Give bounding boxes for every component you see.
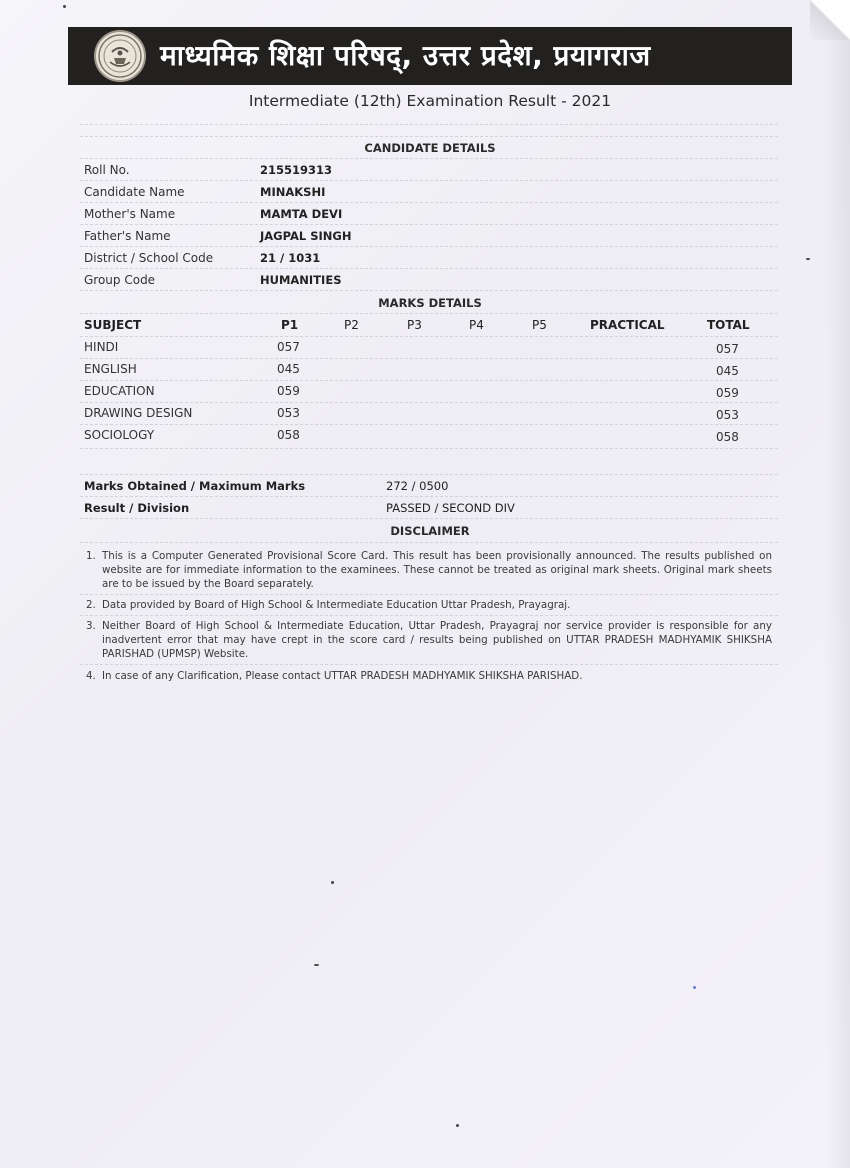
candidate-details-heading: CANDIDATE DETAILS [364, 141, 496, 155]
divider [80, 518, 778, 519]
divider [80, 380, 778, 381]
divider [80, 158, 778, 159]
group-code-label: Group Code [84, 273, 156, 287]
result-division-value: PASSED / SECOND DIV [386, 501, 515, 515]
divider [80, 664, 778, 665]
subject-p1-marks: 057 [277, 340, 300, 354]
subject-total-marks: 059 [716, 386, 739, 400]
divider [80, 402, 778, 403]
subject-p1-marks: 058 [277, 428, 300, 442]
mother-name-value: MAMTA DEVI [260, 207, 343, 221]
result-division-label: Result / Division [84, 501, 190, 515]
subject-total-marks: 045 [716, 364, 739, 378]
divider [80, 424, 778, 425]
candidate-name-label: Candidate Name [84, 185, 185, 199]
divider [80, 542, 778, 543]
divider [80, 124, 778, 125]
disclaimer-item-number: 3. [86, 620, 96, 632]
mother-name-label: Mother's Name [84, 207, 176, 221]
disclaimer-item-number: 4. [86, 670, 96, 682]
divider [80, 336, 778, 337]
divider [80, 496, 778, 497]
divider [80, 594, 778, 595]
exam-title: Intermediate (12th) Examination Result - 2021 [248, 92, 612, 110]
district-school-code-label: District / School Code [84, 251, 214, 265]
subject-name: EDUCATION [84, 384, 155, 398]
subject-p1-marks: 045 [277, 362, 300, 376]
column-header-total: TOTAL [707, 318, 750, 332]
subject-name: HINDI [84, 340, 119, 354]
group-code-value: HUMANITIES [260, 273, 342, 287]
divider [80, 448, 778, 449]
folded-corner [810, 0, 850, 40]
column-header-p2: P2 [344, 318, 359, 332]
subject-total-marks: 053 [716, 408, 739, 422]
paper-edge-shadow [826, 0, 850, 1168]
column-header-practical: PRACTICAL [590, 318, 665, 332]
subject-total-marks: 058 [716, 430, 739, 444]
divider [80, 246, 778, 247]
candidate-name-value: MINAKSHI [260, 185, 326, 199]
scan-speck [314, 964, 319, 966]
scan-speck [693, 986, 696, 989]
district-school-code-value: 21 / 1031 [260, 251, 321, 265]
disclaimer-item-text: This is a Computer Generated Provisional Score Card. This result has been provisionally announced. The results published on website are for immediate information to the examinees. These cannot be treated as original mark sheets. Original mark sheets are to be issued by the Board separately. [102, 550, 772, 590]
scan-speck [456, 1124, 459, 1127]
subject-name: DRAWING DESIGN [84, 406, 193, 420]
subject-p1-marks: 053 [277, 406, 300, 420]
board-name-hindi: माध्यमिक शिक्षा परिषद्, उत्तर प्रदेश, प्रयागराज [160, 39, 651, 72]
divider [80, 474, 778, 475]
disclaimer-item [86, 669, 772, 685]
marks-details-heading: MARKS DETAILS [378, 296, 482, 310]
divider [80, 615, 778, 616]
divider [80, 358, 778, 359]
subject-name: SOCIOLOGY [84, 428, 155, 442]
disclaimer-item-number: 2. [86, 599, 96, 611]
scan-speck [63, 5, 66, 8]
disclaimer-item [86, 619, 772, 663]
marks-obtained-label: Marks Obtained / Maximum Marks [84, 479, 306, 493]
father-name-value: JAGPAL SINGH [260, 229, 352, 243]
column-header-p1: P1 [281, 318, 299, 332]
father-name-label: Father's Name [84, 229, 171, 243]
disclaimer-item-text: Data provided by Board of High School & Intermediate Education Uttar Pradesh, Prayagraj. [102, 599, 571, 611]
disclaimer-item-text: Neither Board of High School & Intermediate Education, Uttar Pradesh, Prayagraj nor service provider is responsible for any inadvertent error that may have crept in the score card / results being published on UTTAR PRADESH MADHYAMIK SHIKSHA PARISHAD (UPMSP) Website. [102, 620, 772, 660]
disclaimer-item-text: In case of any Clarification, Please contact UTTAR PRADESH MADHYAMIK SHIKSHA PARISHAD. [102, 670, 583, 682]
column-header-p3: P3 [407, 318, 422, 332]
divider [80, 136, 778, 137]
roll-no-value: 215519313 [260, 163, 333, 177]
disclaimer-item [86, 598, 772, 614]
divider [80, 313, 778, 314]
disclaimer-heading: DISCLAIMER [390, 524, 470, 538]
subject-p1-marks: 059 [277, 384, 300, 398]
up-government-emblem-icon [94, 30, 146, 82]
roll-no-label: Roll No. [84, 163, 130, 177]
disclaimer-item-number: 1. [86, 550, 96, 562]
disclaimer-item [86, 549, 772, 593]
column-header-p5: P5 [532, 318, 547, 332]
divider [80, 290, 778, 291]
divider [80, 180, 778, 181]
column-header-subject: SUBJECT [84, 318, 142, 332]
divider [80, 224, 778, 225]
scan-speck [806, 258, 810, 260]
subject-name: ENGLISH [84, 362, 137, 376]
marks-obtained-value: 272 / 0500 [386, 479, 449, 493]
scan-speck [331, 881, 334, 884]
subject-total-marks: 057 [716, 342, 739, 356]
divider [80, 268, 778, 269]
column-header-p4: P4 [469, 318, 484, 332]
divider [80, 202, 778, 203]
